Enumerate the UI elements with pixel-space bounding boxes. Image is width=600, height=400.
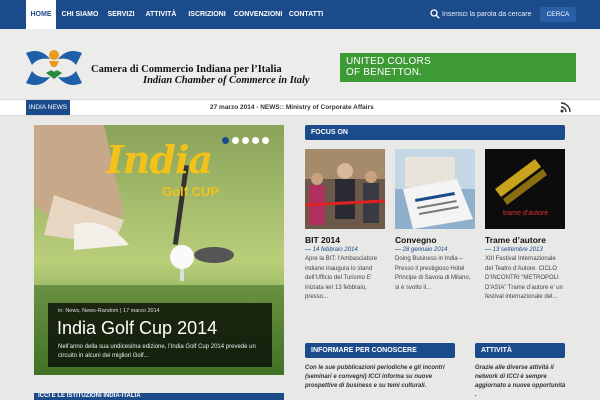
focus-title-bit[interactable]: BIT 2014 [305, 235, 340, 245]
slider-dot-2[interactable] [232, 137, 239, 144]
nav-contatti[interactable]: CONTATTI [288, 11, 324, 18]
focus-text-bit: Apre la BIT: l’Ambasciatore indiano inaugura lo stand dell’Ufficio del Turismo E’ iniziata ieri 13 febbraio, presso... [305, 256, 378, 300]
focus-text-trame: XIII Festival Internazionale del Teatro d’Autore. CICLO D’INCONTRI “METROPOLI D’ASIA” Trame d’autore e’ un festival internazionale del... [485, 256, 563, 300]
slide-meta: in: News, News-Random | 17 marzo 2014 [58, 308, 160, 314]
trame-image-label: trame d’autore [503, 210, 549, 217]
slider-dot-4[interactable] [252, 137, 259, 144]
org-name-italian: Camera di Commercio Indiana per l’Italia [91, 64, 282, 75]
ad-line-1: UNITED COLORS [346, 56, 431, 67]
trame-photo [485, 149, 565, 229]
org-name-english: Indian Chamber of Commerce in Italy [143, 75, 310, 86]
focus-image-bit[interactable] [305, 149, 385, 229]
slide-title[interactable]: India Golf Cup 2014 [57, 318, 218, 338]
slide-logo-golf-cup: Golf CUP [162, 184, 220, 199]
focus-date-trame: — 13 settembre 2013 [485, 247, 543, 253]
bit-photo [305, 149, 385, 229]
informare-heading: INFORMARE PER CONOSCERE [305, 343, 455, 358]
benetton-ad-text [346, 56, 446, 78]
focus-date-convegno: — 28 gennaio 2014 [395, 247, 448, 253]
ticker-headline[interactable]: 27 marzo 2014 - NEWS:: Ministry of Corporate Affairs [210, 104, 374, 111]
chamber-logo-icon[interactable] [24, 45, 84, 90]
focus-title-convegno[interactable]: Convegno [395, 235, 437, 245]
slider-dot-1[interactable] [222, 137, 229, 144]
nav-chi-siamo[interactable]: CHI SIAMO [61, 11, 99, 18]
ticker-label: INDIA NEWS [26, 100, 70, 115]
nav-home[interactable]: HOME [26, 0, 56, 29]
focus-image-trame[interactable] [485, 149, 565, 229]
slider-pagination [222, 137, 282, 145]
focus-title-trame[interactable]: Trame d’autore [485, 235, 546, 245]
nav-iscrizioni[interactable]: ISCRIZIONI [188, 11, 226, 18]
institutions-heading: ICCI E LE ISTITUZIONI INDIA-ITALIA [38, 393, 141, 399]
nav-convenzioni[interactable]: CONVENZIONI [233, 11, 283, 18]
nav-servizi[interactable]: SERVIZI [107, 11, 135, 18]
focus-image-convegno[interactable] [395, 149, 475, 229]
informare-text: Con le sue pubblicazioni periodiche e gli incontri (seminari e convegni) ICCI informa su nuove prospettive di business e su temi culturali. [305, 365, 445, 389]
ad-line-2: OF BENETTON. [346, 67, 423, 78]
attivita-text: Grazie alle diverse attività il network di ICCI è sempre aggiornato a nuove opportunità . [475, 365, 566, 398]
search-input[interactable] [442, 6, 538, 22]
focus-text-convegno: Doing Business in India – Presso il prestigioso Hotel Principe di Savoia di Milano, si è svolto il... [395, 256, 471, 291]
slide-logo-india: India [106, 137, 213, 182]
convegno-photo [395, 149, 475, 229]
slider-dot-5[interactable] [262, 137, 269, 144]
focus-on-heading: FOCUS ON [305, 125, 565, 140]
search-button[interactable]: CERCA [540, 7, 576, 22]
rss-icon[interactable] [560, 102, 571, 113]
search-icon [430, 9, 440, 19]
slider-dot-3[interactable] [242, 137, 249, 144]
attivita-heading: ATTIVITÀ [475, 343, 565, 358]
slide-excerpt: Nell’anno della sua undicesima edizione, l’India Golf Cup 2014 prevede un circuito in alcuni dei migliori Golf... [58, 344, 256, 359]
nav-attivita[interactable]: ATTIVITÀ [145, 11, 177, 18]
focus-date-bit: — 14 febbraio 2014 [305, 247, 358, 253]
